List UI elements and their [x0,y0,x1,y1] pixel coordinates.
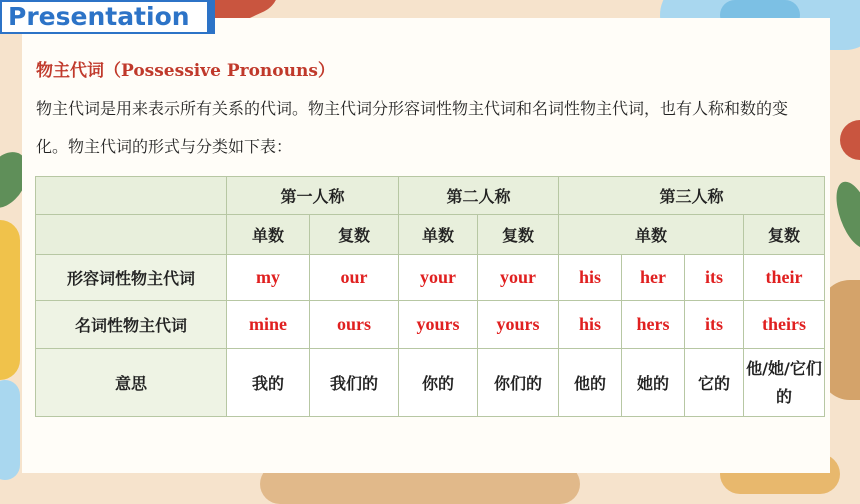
table-row [36,349,825,417]
table-cell: his [559,301,622,349]
row-label: 意思 [36,349,227,417]
table-cell: 我们的 [310,349,399,417]
table-cell: 你的 [399,349,478,417]
table-cell: 我的 [227,349,310,417]
table-row [36,301,825,349]
table-cell: our [310,255,399,301]
header-number: 复数 [310,215,399,255]
table-cell: ours [310,301,399,349]
table-cell: theirs [744,301,825,349]
decor-yellow-left [0,220,20,380]
table-cell: hers [622,301,685,349]
row-label: 名词性物主代词 [36,301,227,349]
table-cell: her [622,255,685,301]
table-blank-cell [36,215,227,255]
table-cell: its [685,255,744,301]
table-cell: his [559,255,622,301]
header-first-person: 第一人称 [227,177,399,215]
table-cell: its [685,301,744,349]
possessive-pronoun-table [35,176,825,417]
table-cell: yours [399,301,478,349]
table-cell: my [227,255,310,301]
header-third-person: 第三人称 [559,177,825,215]
page-title: Presentation [2,2,207,32]
table-cell: mine [227,301,310,349]
decor-leaf-right [829,177,860,253]
row-label: 形容词性物主代词 [36,255,227,301]
decor-red-right [840,120,860,160]
table-cell: 它的 [685,349,744,417]
header-number: 单数 [559,215,744,255]
header-number: 单数 [227,215,310,255]
table-cell: 她的 [622,349,685,417]
table-cell: yours [478,301,559,349]
table-cell: your [478,255,559,301]
table-cell: your [399,255,478,301]
section-paragraph: 物主代词是用来表示所有关系的代词。物主代词分形容词性物主代词和名词性物主代词，也有人称和数的变化。物主代词的形式与分类如下表： [36,99,789,156]
header-number: 单数 [399,215,478,255]
header-second-person: 第二人称 [399,177,559,215]
table-cell: 他的 [559,349,622,417]
table-row [36,255,825,301]
header-badge [0,0,215,34]
table-cell: 你们的 [478,349,559,417]
header-number: 复数 [744,215,825,255]
table-corner-cell [36,177,227,215]
header-number: 复数 [478,215,559,255]
section-title: 物主代词（Possessive Pronouns） [36,61,335,81]
decor-blue-left [0,380,20,480]
table-cell: their [744,255,825,301]
table-cell: 他/她/它们的 [744,349,825,417]
